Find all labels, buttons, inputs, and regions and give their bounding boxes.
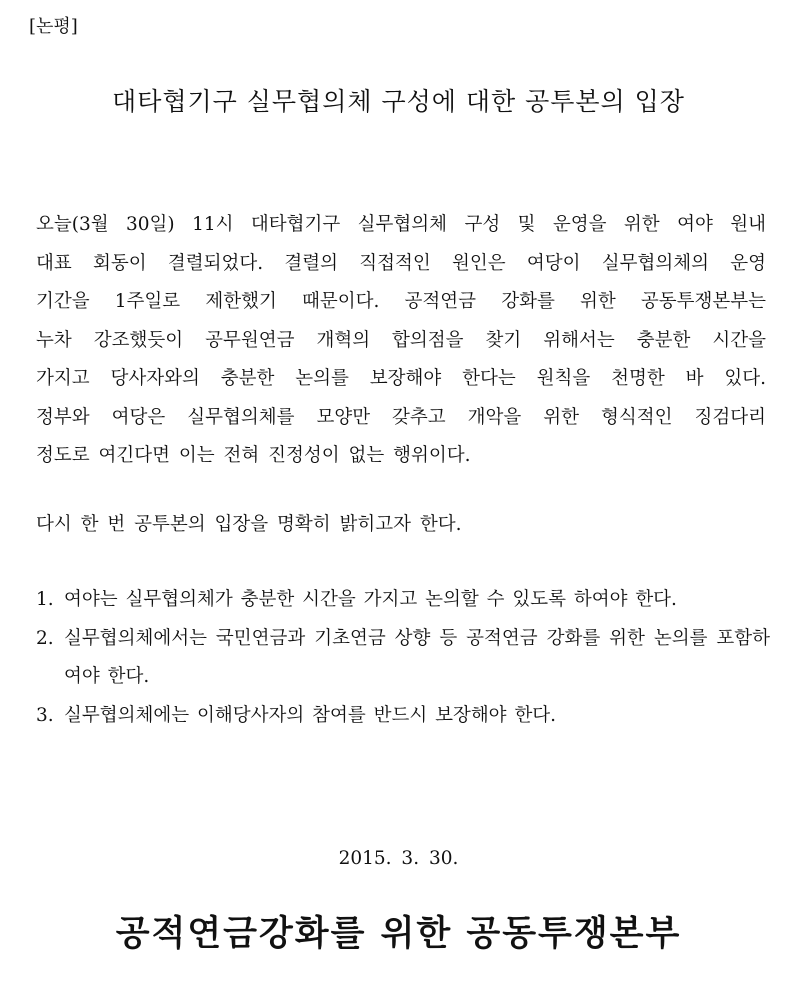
organization-signature: 공적연금강화를 위한 공동투쟁본부 [115,914,682,954]
document-date: 2015. 3. 30. [338,848,459,869]
paragraph-line: 정부와 여당은 실무협의체를 모양만 갖추고 개악을 위한 형식적인 징검다리 [36,406,766,428]
list-item-text: 여야는 실무협의체가 충분한 시간을 가지고 논의할 수 있도록 하여야 한다. [64,589,677,610]
paragraph-line: 누차 강조했듯이 공무원연금 개혁의 합의점을 찾기 위해서는 충분한 시간을 [36,329,766,351]
list-item-number: 1. [36,589,54,610]
document-tag: [논평] [29,16,78,37]
list-item [36,581,770,620]
list-item-number: 3. [36,704,54,726]
paragraph-line: 가지고 당사자와의 충분한 논의를 보장해야 한다는 원칙을 천명한 바 있다. [36,368,766,389]
list-item-number: 2. [36,627,54,649]
list-item-text: 실무협의체에서는 국민연금과 기초연금 상향 등 공적연금 강화를 위한 논의를 포함하여야 한다. [64,627,770,687]
paragraph-line: 기간을 1주일로 제한했기 때문이다. 공적연금 강화를 위한 공동투쟁본부는 [36,291,766,312]
paragraph-line: 오늘(3월 30일) 11시 대타협기구 실무협의체 구성 및 운영을 위한 여야 원내 [36,214,766,235]
paragraph-line: 정도로 여긴다면 이는 전혀 진정성이 없는 행위이다. [36,445,471,466]
position-statement: 다시 한 번 공투본의 입장을 명확히 밝히고자 한다. [36,514,462,535]
document-title: 대타협기구 실무협의체 구성에 대한 공투본의 입장 [112,87,685,116]
list-item-text: 실무협의체에는 이해당사자의 참여를 반드시 보장해야 한다. [64,704,557,726]
demands-list [36,581,770,735]
list-item [36,620,770,697]
list-item [36,697,770,736]
paragraph-line: 대표 회동이 결렬되었다. 결렬의 직접적인 원인은 여당이 실무협의체의 운영 [36,252,766,274]
